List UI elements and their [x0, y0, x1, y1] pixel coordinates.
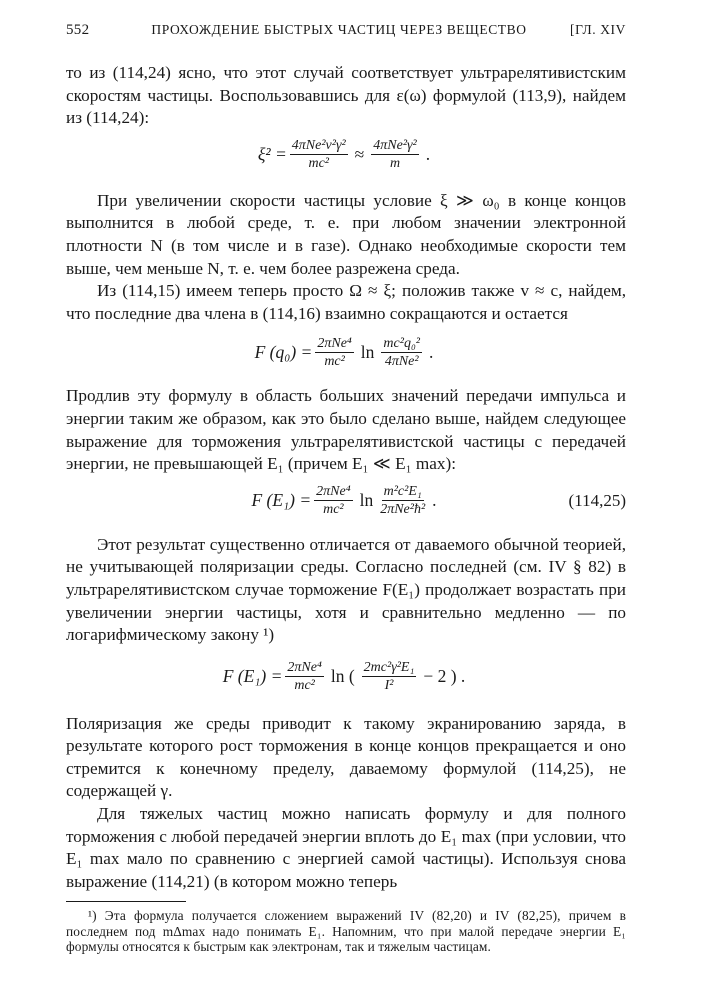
formula-114-25: F (E₁) = 2πNe⁴ mc² ln m²c²E₁ 2πNe²ħ² . (114,25) [251, 484, 626, 518]
running-header [66, 22, 626, 48]
paragraph-3: Из (114,15) имеем теперь просто Ω ≈ ξ; положив также v ≈ c, найдем, что последние два члена в (114,16) взаимно сокращаются и остается [66, 281, 626, 323]
page-number: 552 [66, 22, 90, 38]
formula-f-q0: F (q₀) = 2πNe⁴ mc² ln mc²q₀² 4πNe² . [254, 335, 434, 369]
fraction: 4πNe²γ² m [373, 138, 417, 172]
fraction: 2mc²γ²E₁ I² [363, 660, 415, 694]
paragraph-2: При увеличении скорости частицы условие ξ ≫ ω₀ в конце концов выполнится в любой среде, т. е. при любом значении электронной плотности N (в том числе и в газе). Однако необходимые скорости тем выше, чем меньше N, т. е. чем более разрежена среда. [66, 190, 626, 278]
fraction: 2πNe⁴ mc² [317, 335, 352, 369]
fraction: 4πNe²v²γ² mc² [291, 138, 346, 172]
paragraph-4: Продлив эту формулу в область больших значений передачи импульса и энергии таким же образом, как это было сделано выше, найдем следующее выражение для торможения ультрарелятивистской частицы с передачей энергии, не превышающей E₁ (причем E₁ ≪ E₁ max): [66, 386, 626, 474]
fraction: m²c²E₁ 2πNe²ħ² [380, 484, 426, 518]
fraction: 2πNe⁴ mc² [316, 484, 351, 518]
paragraph-7: Для тяжелых частиц можно написать формулу и для полного торможения с любой передачей энергии вплоть до E₁ max (при условии, что E₁ max мало по сравнению с энергией самой частицы). Используя снова выражение (114,21) (в котором можно теперь [66, 804, 626, 891]
formula-log-law: F (E₁) = 2πNe⁴ mc² ln ( 2mc²γ²E₁ I² − 2 ) . [222, 660, 466, 694]
fraction: 2πNe⁴ mc² [287, 660, 322, 694]
formula-lhs: ξ² = [257, 144, 287, 165]
footnote: ¹) Эта формула получается сложением выражений IV (82,20) и IV (82,25), причем в последнем под mΔmax надо понимать E₁. Напомним, что при малой передаче энергии E₁ формулы относятся к быстрым как электронам, так и тяжелым частицам. [66, 908, 626, 955]
running-title: ПРОХОЖДЕНИЕ БЫСТРЫХ ЧАСТИЦ ЧЕРЕЗ ВЕЩЕСТВО [151, 22, 527, 37]
fraction: mc²q₀² 4πNe² [383, 335, 421, 369]
paragraph-5: Этот результат существенно отличается от даваемого обычной теорией, не учитывающей поляризации среды. Согласно последней (см. IV § 82) в ультрарелятивистском случае торможение F(E₁) продолжает возрастать при увеличении энергии частицы, хотя и сравнительно медленно — по логарифмическому закону ¹) [66, 534, 626, 645]
paragraph-6: Поляризация же среды приводит к такому экранированию заряда, в результате которого рост торможения в конце концов прекращается и оно стремится к конечному пределу, даваемому формулой (114,25), не содержащей γ. [66, 713, 626, 801]
book-page [66, 22, 626, 955]
equation-number: (114,25) [568, 490, 626, 510]
paragraph-1: то из (114,24) ясно, что этот случай соответствует ультрарелятивистским скоростям частицы. Воспользовавшись для ε(ω) формулой (113,9), найдем из (114,24): [66, 63, 626, 128]
chapter-label: [ГЛ. XIV [570, 22, 626, 37]
footnote-divider [66, 901, 186, 902]
formula-xi-squared: ξ² = 4πNe²v²γ² mc² ≈ 4πNe²γ² m . [257, 138, 431, 172]
